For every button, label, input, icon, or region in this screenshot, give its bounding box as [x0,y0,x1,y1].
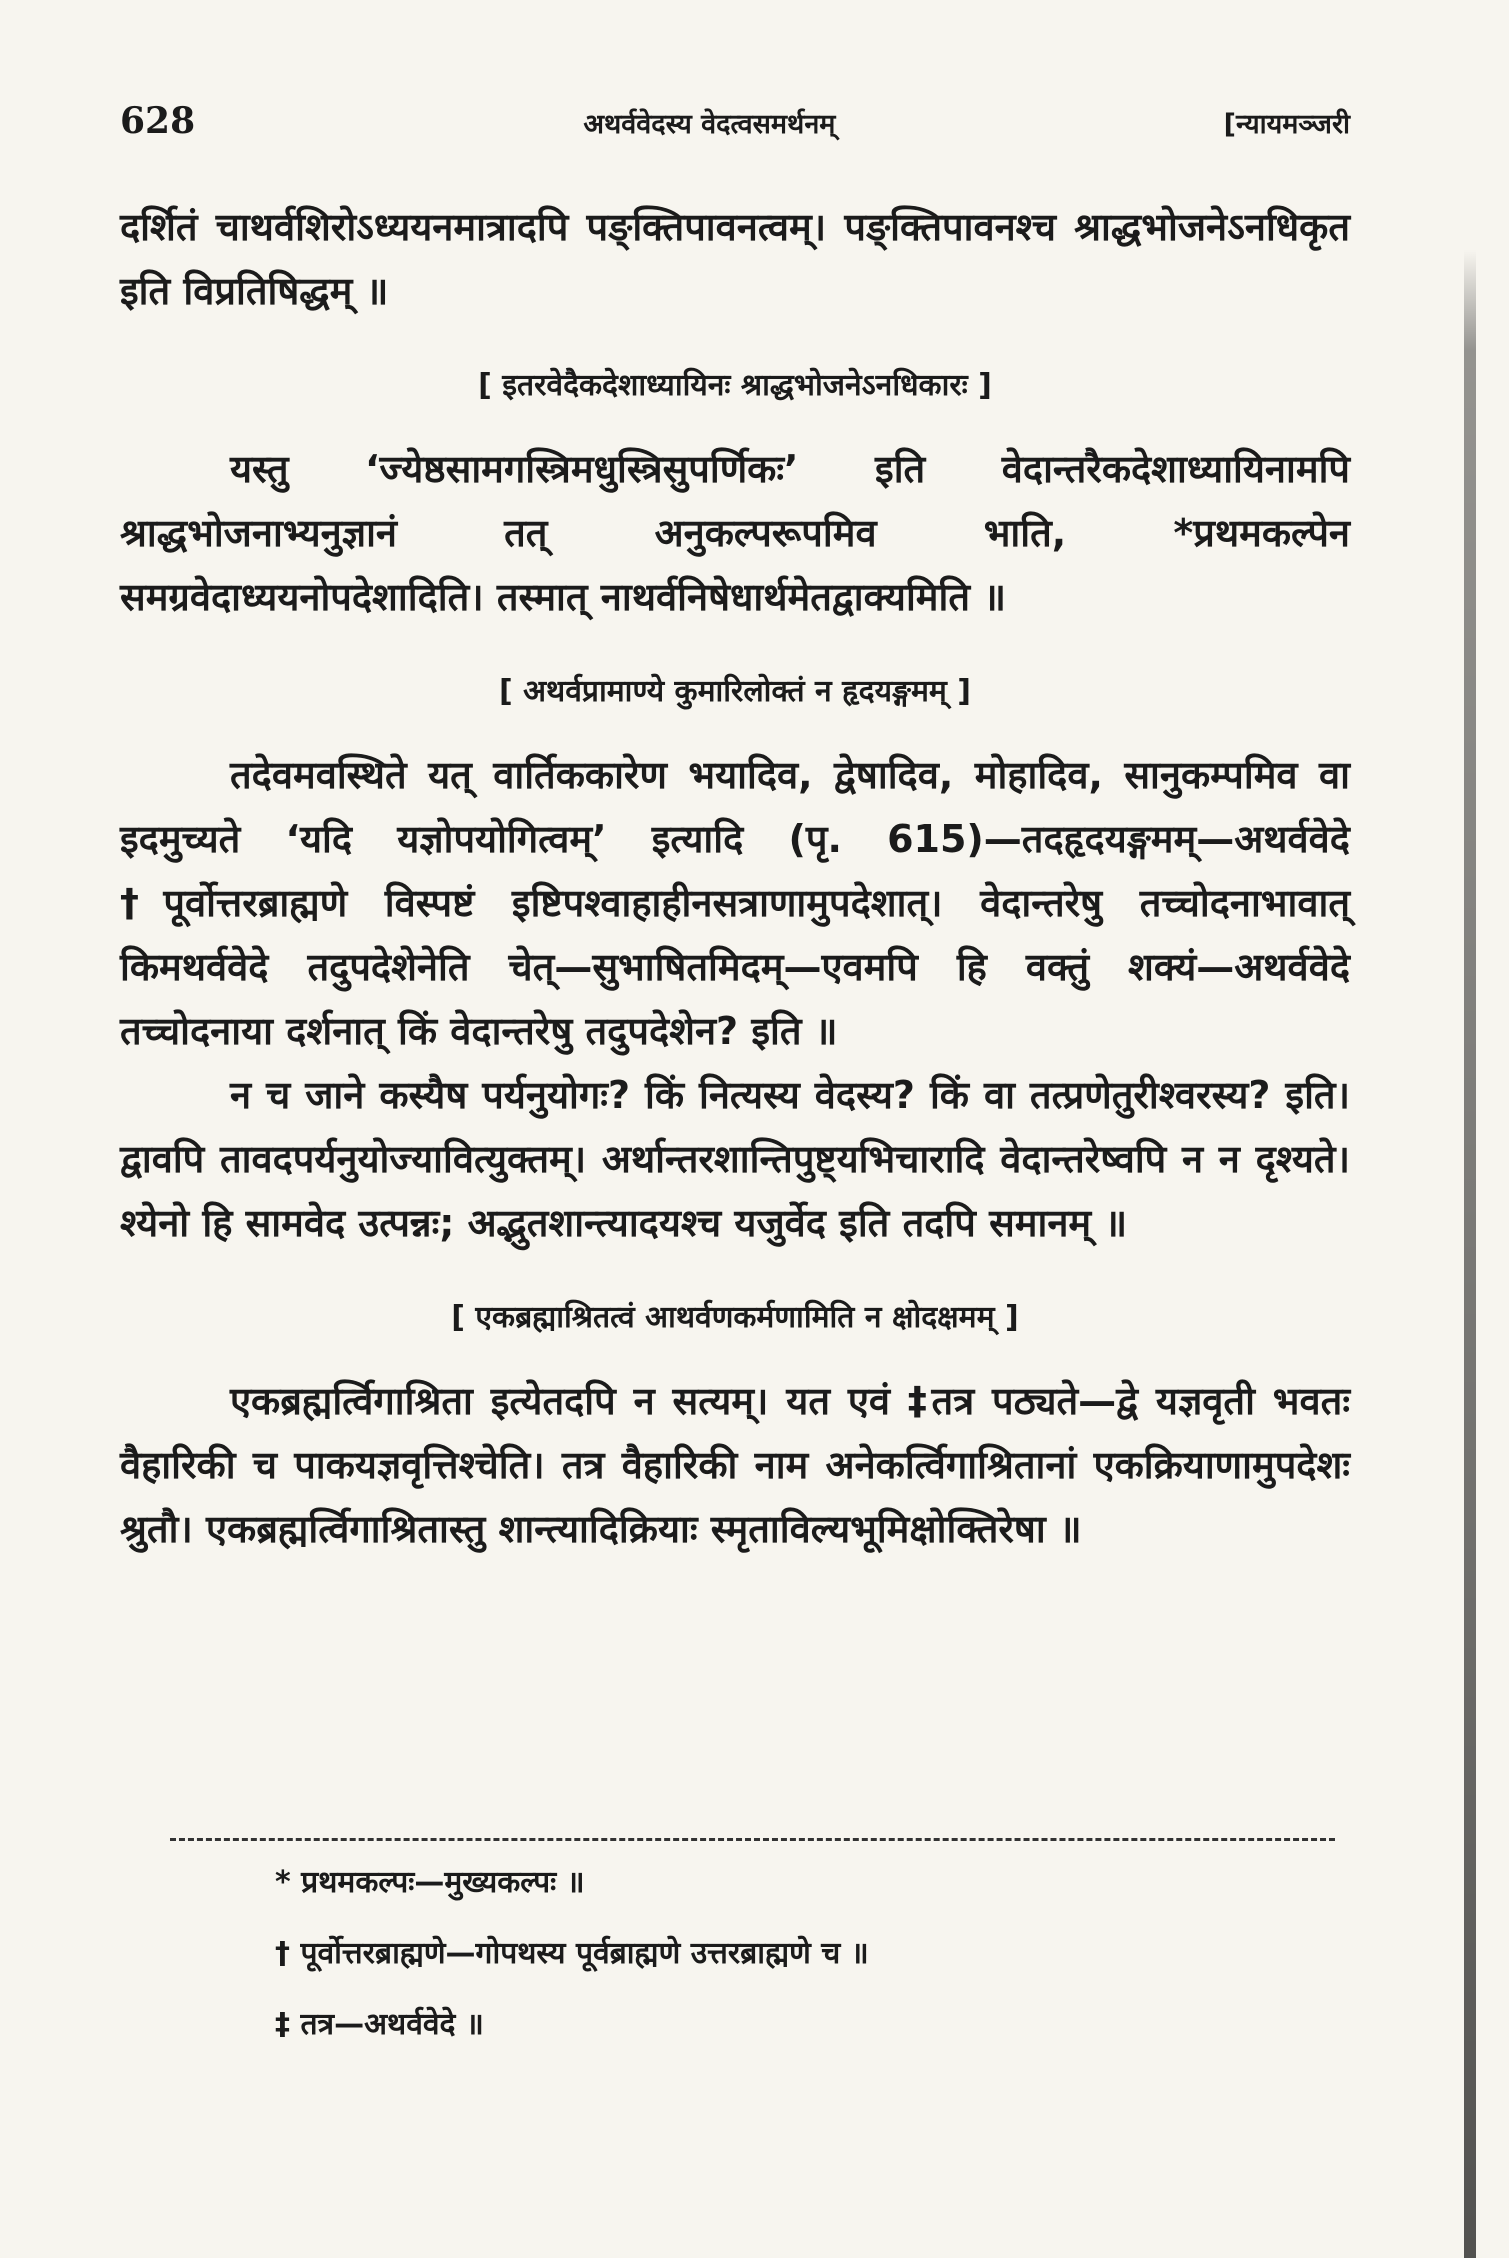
page-number: 628 [120,100,196,142]
footnote-divider [170,1838,1335,1841]
section-heading-3: [ एकब्रह्माश्रितत्वं आथर्वणकर्मणामिति न क्षोदक्षमम् ] [451,1300,1019,1335]
section-heading-1: [ इतरवेदैकदेशाध्यायिनः श्राद्धभोजनेऽनधिकारः ] [478,368,992,403]
paragraph-1: दर्शितं चाथर्वशिरोऽध्ययनमात्रादपि पङ्क्तिपावनत्वम्। पङ्क्तिपावनश्च श्राद्धभोजनेऽनधिकृत इति विप्रतिषिद्धम् ॥ [120,205,1350,313]
paragraph-5: एकब्रह्मर्त्विगाश्रिता इत्येतदपि न सत्यम्। यत एवं ‡तत्र पठ्यते—द्वे यज्ञवृती भवतः वैहारिकी च पाकयज्ञवृत्तिश्चेति। तत्र वैहारिकी नाम अनेकर्त्विगाश्रितानां एकक्रियाणामुपदेशः श्रुतौ। एकब्रह्मर्त्विगाश्रितास्तु शान्त्यादिक्रियाः स्मृताविल्यभूमिक्षोक्तिरेषा ॥ [120,1379,1350,1551]
book-section-label: [न्यायमञ्जरी [1223,109,1350,140]
paragraph-4: न च जाने कस्यैष पर्यनुयोगः? किं नित्यस्य वेदस्य? किं वा तत्प्रणेतुरीश्वरस्य? इति। द्वावपि तावदपर्यनुयोज्यावित्युक्तम्। अर्थान्तरशान्तिपुष्ट्यभिचारादि वेदान्तरेष्वपि न न दृश्यते। श्येनो हि सामवेद उत्पन्नः; अद्भुतशान्त्यादयश्च यजुर्वेद इति तदपि समानम् ॥ [120,1073,1350,1245]
paragraph-3: तदेवमवस्थिते यत् वार्तिककारेण भयादिव, द्वेषादिव, मोहादिव, सानुकम्पमिव वा इदमुच्यते ‘यदि यज्ञोपयोगित्वम्’ इत्यादि (पृ. 615)—तदहृदयङ्गमम्—अथर्ववेदे †पूर्वोत्तरब्राह्मणे विस्पष्टं इष्टिपश्वाहाहीनसत्राणामुपदेशात्। वेदान्तरेषु तच्चोदनाभावात् किमथर्ववेदे तदुपदेशेनेति चेत्—सुभाषितमिदम्—एवमपि हि वक्तुं शक्यं—अथर्ववेदे तच्चोदनाया दर्शनात् किं वेदान्तरेषु तदुपदेशेन? इति ॥ [120,753,1350,1053]
footnote-3: ‡ तत्र—अथर्ववेदे ॥ [275,2007,484,2042]
main-text [120,195,1350,1561]
section-heading-2: [ अथर्वप्रामाण्ये कुमारिलोक्तं न हृदयङ्गमम् ] [498,674,972,709]
running-title: अथर्ववेदस्य वेदत्वसमर्थनम् [583,109,836,140]
footnote-1: * प्रथमकल्पः—मुख्यकल्पः ॥ [275,1865,585,1900]
footnotes [275,1860,1275,2073]
footnote-2: † पूर्वोत्तरब्राह्मणे—गोपथस्य पूर्वब्राह्मणे उत्तरब्राह्मणे च ॥ [275,1936,869,1971]
page-edge-shadow [1464,250,1476,2258]
page-header [120,100,1350,160]
paragraph-2: यस्तु ‘ज्येष्ठसामगस्त्रिमधुस्त्रिसुपर्णिकः’ इति वेदान्तरैकदेशाध्यायिनामपि श्राद्धभोजनाभ्यनुज्ञानं तत् अनुकल्परूपमिव भाति, *प्रथमकल्पेन समग्रवेदाध्ययनोपदेशादिति। तस्मात् नाथर्वनिषेधार्थमेतद्वाक्यमिति ॥ [120,447,1350,619]
